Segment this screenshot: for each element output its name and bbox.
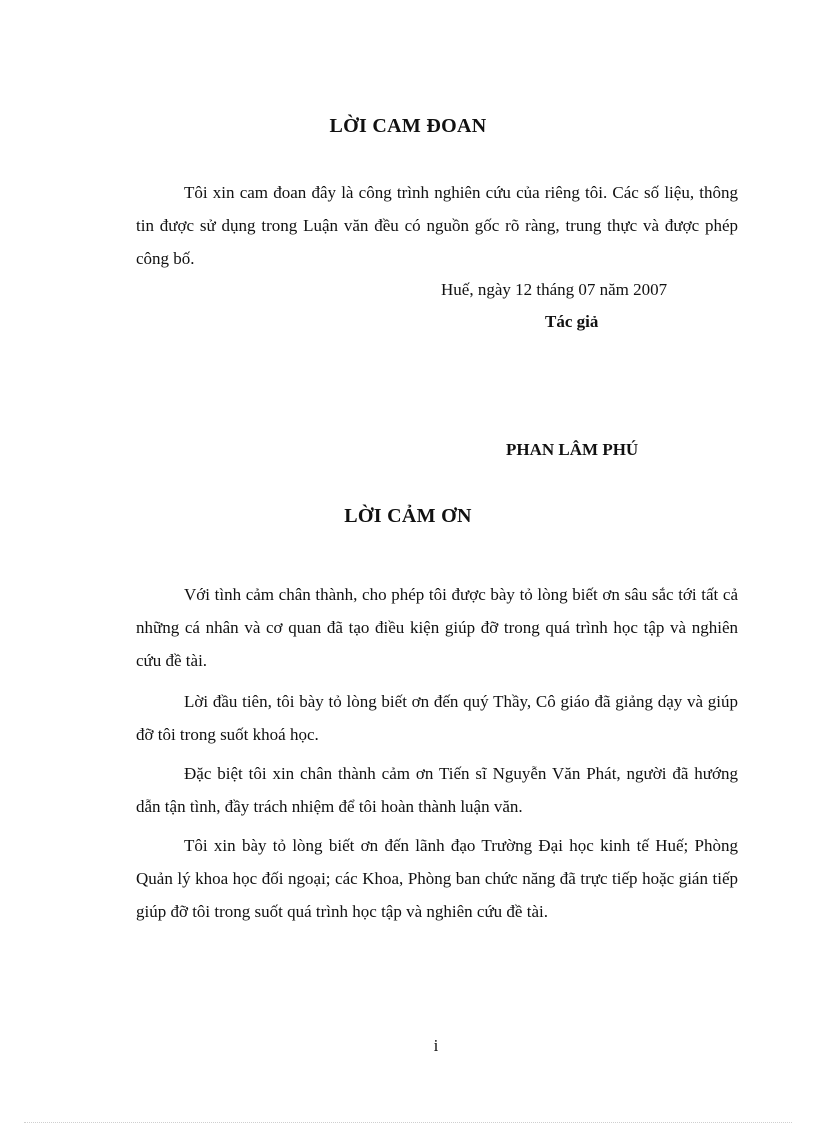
- author-name: PHAN LÂM PHÚ: [506, 440, 639, 459]
- commitment-title: LỜI CAM ĐOAN: [329, 115, 487, 137]
- place-date: Huế, ngày 12 tháng 07 năm 2007: [441, 280, 668, 299]
- acknowledgement-paragraph: Tôi xin bày tỏ lòng biết ơn đến lãnh đạo Trường Đại học kinh tế Huế; Phòng Quản lý khoa học đối ngoại; các Khoa, Phòng ban chức năng đã trực tiếp hoặc gián tiếp giúp đỡ tôi trong suốt quá trình học tập và nghiên cứu đề tài.: [136, 836, 738, 921]
- acknowledgement-paragraph: Lời đầu tiên, tôi bày tỏ lòng biết ơn đến quý Thầy, Cô giáo đã giảng dạy và giúp đỡ tôi trong suốt khoá học.: [136, 692, 738, 744]
- acknowledgement-paragraph: Đặc biệt tôi xin chân thành cảm ơn Tiến sĩ Nguyễn Văn Phát, người đã hướng dẫn tận tình, đầy trách nhiệm để tôi hoàn thành luận văn.: [136, 764, 738, 816]
- author-label: Tác giả: [545, 312, 599, 331]
- commitment-paragraph: Tôi xin cam đoan đây là công trình nghiên cứu của riêng tôi. Các số liệu, thông tin được sử dụng trong Luận văn đều có nguồn gốc rõ ràng, trung thực và được phép công bố.: [136, 183, 738, 268]
- acknowledgement-title: LỜI CẢM ƠN: [344, 505, 472, 527]
- page-number: i: [433, 1036, 439, 1055]
- acknowledgement-paragraph: Với tình cảm chân thành, cho phép tôi được bày tỏ lòng biết ơn sâu sắc tới tất cả những cá nhân và cơ quan đã tạo điều kiện giúp đỡ trong quá trình học tập và nghiên cứu đề tài.: [136, 585, 738, 670]
